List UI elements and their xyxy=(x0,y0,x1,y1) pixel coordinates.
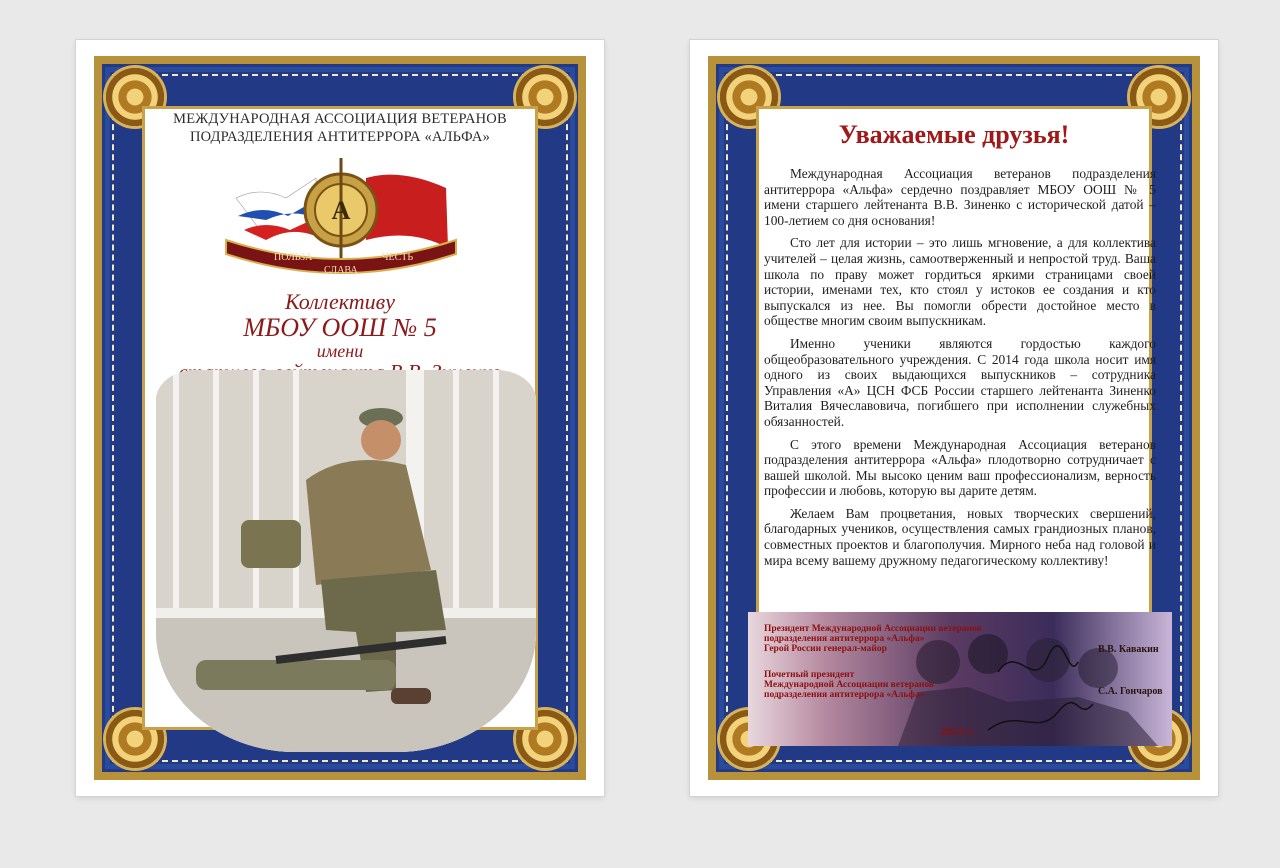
dedication-line-to: Коллективу xyxy=(285,289,395,314)
soldier-photo-illustration xyxy=(156,370,536,752)
alpha-emblem-icon xyxy=(216,158,466,282)
diploma-cover-page xyxy=(76,40,604,796)
organization-name-line2: ПОДРАЗДЕЛЕНИЯ АНТИТЕРРОРА «АЛЬФА» xyxy=(189,129,491,145)
signer1-title-line: Герой России генерал-майор xyxy=(764,644,887,654)
signer2-title-line: Почетный президент xyxy=(764,670,855,680)
letter-heading: Уважаемые друзья! xyxy=(838,120,1070,149)
organization-name xyxy=(76,110,604,146)
emblem-letter: А xyxy=(331,196,351,225)
letter-paragraph: Именно ученики являются гордостью каждого общеобразовательного учреждения. С 2014 года школа носит имя одного из своих выдающихся выпускников – сотрудника Управления «А» ЦСН ФСБ России старшего лейтенанта Зиненко Виталия Вячеславовича, погибшего при исполнении служебных обязанностей. xyxy=(764,335,1156,429)
letter-paragraph: С этого времени Международная Ассоциация ветеранов подразделения антитеррора «Альфа» плодотворно сотрудничает с вашей школой. Мы высоко ценим ваш профессионализм, верность профессии и любовь, которую вы дарите детям. xyxy=(764,436,1156,499)
motto-word-glory: СЛАВА xyxy=(324,265,358,276)
signer1-name: В.В. Кавакин xyxy=(1098,644,1159,655)
signer2-title-line: Международной Ассоциации ветеранов xyxy=(764,680,935,690)
signer1-title-line: Президент Международной Ассоциации ветеранов xyxy=(764,624,982,634)
signer2-title xyxy=(764,670,934,700)
signer2-name: С.А. Гончаров xyxy=(1098,686,1163,697)
dedication-school-name: МБОУ ООШ № 5 xyxy=(243,313,437,342)
motto-word-benefit: ПОЛЬЗА xyxy=(274,252,313,263)
letter-body xyxy=(764,166,1156,575)
motto-word-honor: ЧЕСТЬ xyxy=(382,252,414,263)
signature-band xyxy=(748,612,1172,746)
document-year: 2023 г. xyxy=(940,724,975,738)
signer1-title xyxy=(764,624,982,654)
letter-paragraph: Сто лет для истории – это лишь мгновение, а для коллектива учителей – целая жизнь, самоотверженный и непростой труд. Ваша школа по праву может гордиться яркими страницами своей истории, именами тех, кто стоял у истоков ее создания и кто выпускался из нее. Вы помогли обрести достойное место в обществе многим своим выпускникам. xyxy=(764,235,1156,329)
soldier-photo xyxy=(156,370,536,752)
dedication-named-after: имени xyxy=(316,341,364,361)
letter-paragraph: Международная Ассоциация ветеранов подразделения антитеррора «Альфа» сердечно поздравляет МБОУ ООШ № 5 имени старшего лейтенанта В.В. Зиненко с исторической датой – 100-летием со дня основания! xyxy=(764,166,1156,228)
organization-name-line1: МЕЖДУНАРОДНАЯ АССОЦИАЦИЯ ВЕТЕРАНОВ xyxy=(173,111,507,127)
signer1-title-line: подразделения антитеррора «Альфа» xyxy=(764,634,925,644)
diploma-letter-page xyxy=(690,40,1218,796)
letter-paragraph: Желаем Вам процветания, новых творческих свершений, благодарных учеников, осуществления самых грандиозных планов, совместных проектов и благополучия. Мирного неба над головой и мира всему вашему дружному педагогическому коллективу! xyxy=(764,505,1156,568)
signer2-title-line: подразделения антитеррора «Альфа» xyxy=(764,690,925,700)
